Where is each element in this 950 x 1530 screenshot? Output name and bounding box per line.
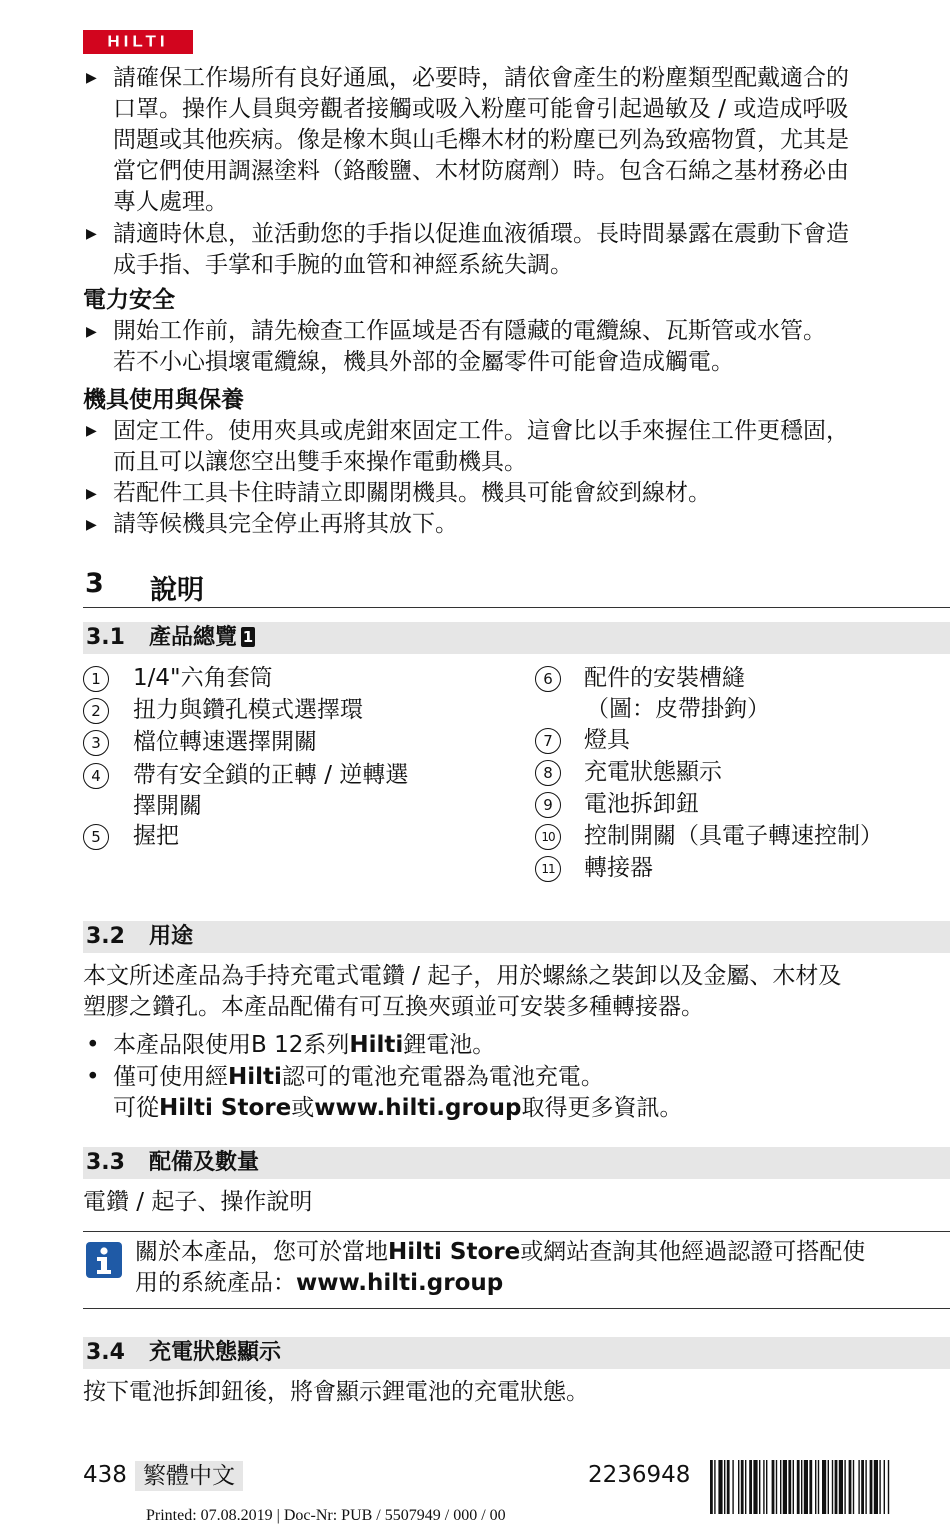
bullet-dot-icon: • [86,1032,100,1058]
callout-number-icon: 8 [535,760,561,786]
figure-reference-badge: 1 [242,628,254,646]
bullet-marker-icon: ▶ [86,226,97,242]
bullet-marker-icon: ▶ [86,324,97,340]
electrical-safety-heading: 電力安全 [83,287,175,313]
callout-number-icon: 11 [535,856,561,882]
section-3-2-bar: 3.2 用途 [83,921,950,953]
tool-use-heading: 機具使用與保養 [83,387,244,413]
bullet-marker-icon: ▶ [86,423,97,439]
section-3-4-bar: 3.4 充電狀態顯示 [83,1337,950,1369]
electrical-bullet-1: 開始工作前，請先檢查工作區域是否有隱藏的電纜線、瓦斯管或水管。 若不小心損壞電纜線，機具外部的金屬零件可能會造成觸電。 [113,318,826,375]
intended-use-paragraph: 本文所述產品為手持充電式電鑽 / 起子，用於螺絲之裝卸以及金屬、木材及 塑膠之鑽孔。本產品配備有可互換夾頭並可安裝多種轉接器。 [83,963,842,1020]
tool-use-bullet-1: 固定工件。使用夾具或虎鉗來固定工件。這會比以手來握住工件更穩固， 而且可以讓您空出雙手來操作電動機具。 [113,418,849,475]
info-box-bottom-rule [83,1308,950,1309]
section-3-3-bar: 3.3 配備及數量 [83,1147,950,1179]
section-3-title: 說明 [150,575,204,606]
hilti-logo: HILTI [83,30,193,54]
info-box-text: 關於本產品，您可於當地Hilti Store或網站查詢其他經過認證可搭配使 用的系統產品：www.hilti.group [135,1239,866,1296]
section-3-1-bar: 3.1 產品總覽 1 [83,622,950,654]
component-item: 轉接器 [584,855,653,881]
callout-number-icon: 10 [535,824,561,850]
component-item: 配件的安裝槽縫 （圖：皮帶掛鉤） [584,665,770,722]
barcode-icon [710,1460,948,1514]
callout-number-icon: 2 [83,698,109,724]
component-item: 充電狀態顯示 [584,759,722,785]
tool-use-bullet-3: 請等候機具完全停止再將其放下。 [113,511,458,537]
callout-number-icon: 9 [535,792,561,818]
component-item: 燈具 [584,727,630,753]
component-item: 1/4"六角套筒 [133,665,273,691]
section-3-number: 3 [85,568,104,599]
document-number: 2236948 [588,1462,691,1488]
bullet-marker-icon: ▶ [86,517,97,533]
callout-number-icon: 4 [83,763,109,789]
safety-bullet-2: 請適時休息，並活動您的手指以促進血液循環。長時間暴露在震動下會造 成手指、手掌和手腕的血管和神經系統失調。 [113,221,849,278]
component-item: 帶有安全鎖的正轉 / 逆轉選 擇開關 [133,762,409,819]
page-number: 438 [83,1462,127,1488]
safety-bullet-1: 請確保工作場所有良好通風，必要時，請依會產生的粉塵類型配戴適合的 口罩。操作人員與旁觀者接觸或吸入粉塵可能會引起過敏及 / 或造成呼吸 問題或其他疾病。像是橡木與山毛櫸木材的粉塵已列為致癌物質，尤其是 當它們使用調濕塗料（鉻酸鹽、木材防腐劑）時。包含石綿之基材務必由 專人處理。 [113,65,849,215]
callout-number-icon: 3 [83,730,109,756]
bullet-marker-icon: ▶ [86,486,97,502]
component-item: 電池拆卸鈕 [584,791,699,817]
language-label: 繁體中文 [135,1461,243,1491]
printed-info: Printed: 07.08.2019 | Doc-Nr: PUB / 5507949 / 000 / 00 [146,1507,506,1524]
info-box-top-rule [83,1231,950,1232]
callout-number-icon: 5 [83,824,109,850]
component-item: 扭力與鑽孔模式選擇環 [133,697,363,723]
info-icon [86,1242,122,1278]
callout-number-icon: 7 [535,728,561,754]
tool-use-bullet-2: 若配件工具卡住時請立即關閉機具。機具可能會絞到線材。 [113,480,711,506]
scope-of-delivery: 電鑽 / 起子、操作說明 [83,1189,313,1215]
bullet-dot-icon: • [86,1064,100,1090]
battery-bullet: 本產品限使用B 12系列Hilti鋰電池。 [113,1032,496,1058]
component-item: 控制開關（具電子轉速控制） [584,823,883,849]
component-item: 檔位轉速選擇開關 [133,729,317,755]
component-item: 握把 [133,823,179,849]
bullet-marker-icon: ▶ [86,70,97,86]
callout-number-icon: 6 [535,666,561,692]
callout-number-icon: 1 [83,666,109,692]
charger-bullet: 僅可使用經Hilti認可的電池充電器為電池充電。 可從Hilti Store或www.hilti.group取得更多資訊。 [113,1064,683,1121]
charge-status-text: 按下電池拆卸鈕後，將會顯示鋰電池的充電狀態。 [83,1379,589,1405]
section-3-rule [83,607,950,608]
